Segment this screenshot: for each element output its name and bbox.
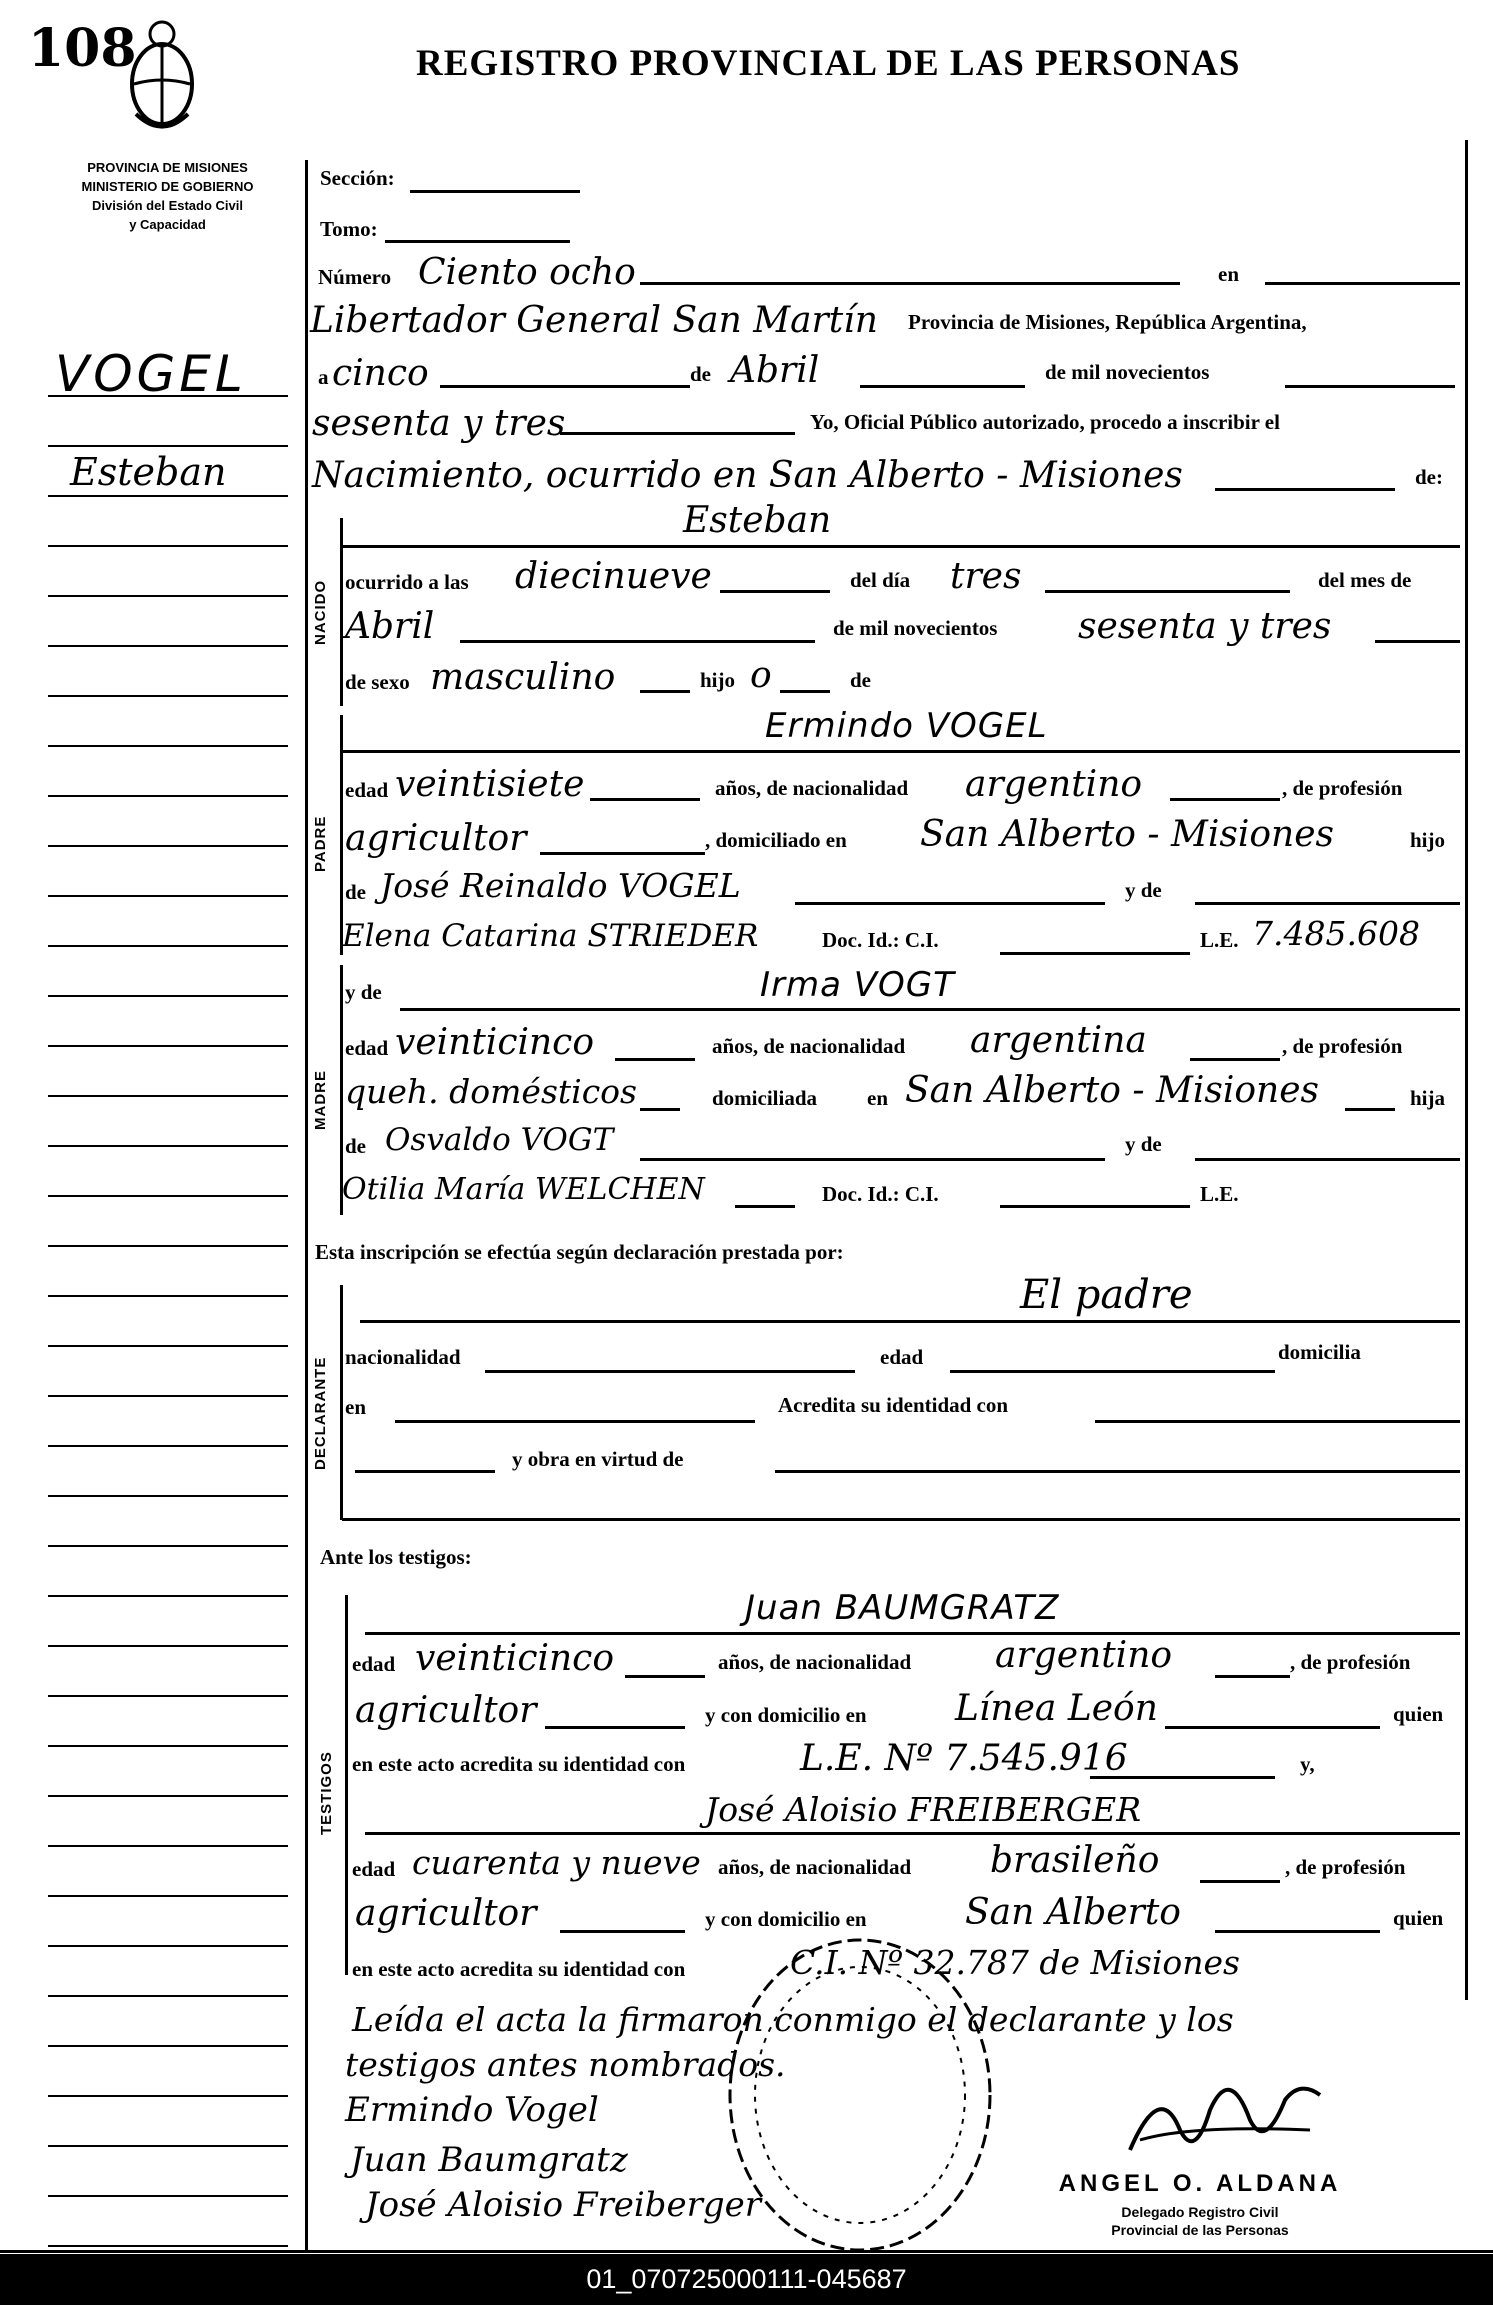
padre-le-label: L.E. — [1200, 928, 1239, 952]
signature-testigo2: José Aloisio Freiberger — [365, 2185, 761, 2225]
issuer-division: División del Estado Civil — [92, 198, 243, 213]
testigo2-nombre: José Aloisio FREIBERGER — [705, 1790, 1142, 1829]
t2-edad-label: edad — [352, 1857, 396, 1881]
padre-doc-line — [1000, 952, 1190, 955]
margin-ruled-line — [48, 2045, 288, 2047]
t1-nac-line — [1215, 1675, 1290, 1678]
en-label: en — [1218, 262, 1239, 286]
de-mil-label: de mil novecientos — [1045, 360, 1210, 384]
nacido-section-label: NACIDO — [312, 579, 329, 645]
padre-de-label: de — [345, 880, 366, 904]
inscripcion-label: Esta inscripción se efectúa según declaración prestada por: — [315, 1240, 844, 1264]
t2-edad-value: cuarenta y nueve — [412, 1843, 701, 1882]
de-sexo-label: de sexo — [345, 670, 410, 694]
form-left-border — [305, 160, 308, 2250]
padre-nac-value: argentino — [965, 764, 1143, 805]
signature-testigo1: Juan Baumgratz — [350, 2140, 628, 2180]
seccion-line — [410, 190, 580, 193]
ocurrido-label: ocurrido a las — [345, 570, 469, 594]
t1-prof-line — [545, 1726, 685, 1729]
official-seal — [720, 1930, 1000, 2265]
madre-prof-line — [640, 1108, 680, 1111]
margin-ruled-line — [48, 945, 288, 947]
signature-declarante: Ermindo Vogel — [345, 2090, 599, 2130]
de-hijo-label: de — [850, 668, 871, 692]
t1-edad-label: edad — [352, 1652, 396, 1676]
del-mes-label: del mes de — [1318, 568, 1412, 592]
officer-title: Delegado Registro Civil — [1121, 2204, 1279, 2220]
closing-line-2: testigos antes nombrados. — [345, 2045, 786, 2084]
obra-line — [775, 1470, 1460, 1473]
padre-doc-label: Doc. Id.: C.I. — [822, 928, 939, 952]
padre-padre-line — [795, 902, 1105, 905]
margin-ruled-line — [48, 845, 288, 847]
mes-line — [860, 385, 1025, 388]
madre-doc-line — [1000, 1205, 1190, 1208]
padre-yde-line — [1195, 902, 1460, 905]
lugar-value: Libertador General San Martín — [310, 300, 878, 341]
t1-y-label: y, — [1300, 1752, 1315, 1776]
t2-quien-label: quien — [1393, 1906, 1444, 1930]
t1-nac-label: años, de nacionalidad — [718, 1650, 912, 1674]
declarante-nac-line — [485, 1370, 855, 1373]
padre-edad-line — [590, 798, 700, 801]
del-dia-label: del día — [850, 568, 911, 592]
form-right-border — [1465, 140, 1468, 2000]
padre-prof-value: agricultor — [345, 818, 527, 859]
t2-prof-line — [560, 1930, 685, 1933]
declarante-name-line — [360, 1320, 1460, 1323]
bottom-border-line — [0, 2250, 1493, 2253]
padre-edad-label: edad — [345, 778, 389, 802]
margin-ruled-line — [48, 995, 288, 997]
sexo-value: masculino — [430, 657, 616, 698]
t1-edad-line — [625, 1675, 705, 1678]
t1-prof-value: agricultor — [355, 1690, 537, 1731]
mes-nac-value: Abril — [345, 606, 435, 647]
margin-ruled-line — [48, 1595, 288, 1597]
padre-edad-value: veintisiete — [395, 764, 585, 805]
declarante-en-line — [395, 1420, 755, 1423]
issuer-ministry: MINISTERIO DE GOBIERNO — [81, 179, 254, 194]
dia-line — [440, 385, 690, 388]
madre-le-label: L.E. — [1200, 1182, 1239, 1206]
tomo-label: Tomo: — [320, 217, 378, 241]
margin-ruled-line — [48, 1895, 288, 1897]
madre-dom-line — [1345, 1108, 1395, 1111]
padre-madre-value: Elena Catarina STRIEDER — [342, 918, 759, 954]
padre-nac-label: años, de nacionalidad — [715, 776, 909, 800]
margin-ruled-line — [48, 1645, 288, 1647]
padre-padre-value: José Reinaldo VOGEL — [380, 866, 741, 905]
de-mil-line — [1285, 385, 1455, 388]
madre-prof-label: , de profesión — [1282, 1034, 1403, 1058]
acredita-line — [1095, 1420, 1460, 1423]
t2-nac-value: brasileño — [990, 1840, 1160, 1881]
madre-doc-label: Doc. Id.: C.I. — [822, 1182, 939, 1206]
padre-dom-value: San Alberto - Misiones — [920, 814, 1335, 855]
madre-yde-label: y de — [1125, 1132, 1162, 1156]
officer-name: ANGEL O. ALDANA — [1058, 2170, 1342, 2197]
mes-nac-line — [460, 640, 815, 643]
margin-ruled-line — [48, 1195, 288, 1197]
hecho-line — [1215, 488, 1395, 491]
margin-ruled-line — [48, 445, 288, 447]
margin-ruled-line — [48, 2145, 288, 2147]
madre-padre-value: Osvaldo VOGT — [385, 1122, 614, 1158]
padre-name-line — [342, 750, 1460, 753]
yo-oficial-label: Yo, Oficial Público autorizado, procedo a inscribir el — [810, 410, 1280, 434]
t2-dom-label: y con domicilio en — [705, 1907, 867, 1931]
issuer-province: PROVINCIA DE MISIONES — [87, 160, 248, 175]
officer-stamp — [1030, 2170, 1370, 2238]
margin-ruled-line — [48, 2095, 288, 2097]
madre-nac-value: argentina — [970, 1020, 1147, 1061]
padre-section-label: PADRE — [312, 815, 329, 872]
margin-ruled-line — [48, 645, 288, 647]
madre-section-label: MADRE — [312, 1070, 329, 1130]
t1-quien-label: quien — [1393, 1702, 1444, 1726]
margin-ruled-line — [48, 1545, 288, 1547]
margin-ruled-line — [48, 895, 288, 897]
officer-institution: Provincial de las Personas — [1111, 2222, 1289, 2238]
margin-ruled-line — [48, 1395, 288, 1397]
t2-dom-line — [1215, 1930, 1380, 1933]
margin-ruled-line — [48, 1245, 288, 1247]
madre-madre-value: Otilia María WELCHEN — [342, 1172, 705, 1207]
dia-value: cinco — [332, 353, 429, 394]
testigos-section-label: TESTIGOS — [318, 1751, 335, 1835]
obra-pre-line — [355, 1470, 495, 1473]
madre-nac-label: años, de nacionalidad — [712, 1034, 906, 1058]
dia-nac-line — [1045, 590, 1290, 593]
t2-prof-value: agricultor — [355, 1893, 537, 1934]
hijo-suffix: o — [750, 655, 772, 696]
margin-ruled-line — [48, 1995, 288, 1997]
padre-prof-line — [540, 852, 705, 855]
hora-value: diecinueve — [515, 556, 712, 597]
de-label: de — [690, 362, 711, 386]
margin-ruled-line — [48, 1345, 288, 1347]
coat-of-arms-icon — [122, 14, 202, 149]
anio-nac-line — [1375, 640, 1460, 643]
t2-nac-line — [1200, 1880, 1280, 1883]
en-line — [1265, 282, 1460, 285]
madre-yde-top-label: y de — [345, 980, 382, 1004]
anio-line — [560, 432, 795, 435]
madre-dom-value: San Alberto - Misiones — [905, 1070, 1320, 1111]
hecho-value: Nacimiento, ocurrido en San Alberto - Misiones — [312, 455, 1183, 496]
padre-hijo-label: hijo — [1410, 828, 1446, 852]
ante-testigos-label: Ante los testigos: — [320, 1545, 472, 1569]
t1-doc-value: L.E. Nº 7.545.916 — [800, 1738, 1128, 1779]
margin-ruled-line — [48, 1745, 288, 1747]
t2-prof-label: , de profesión — [1285, 1855, 1406, 1879]
margin-ruled-line — [48, 1145, 288, 1147]
margin-ruled-line — [48, 1495, 288, 1497]
mes-value: Abril — [730, 350, 820, 391]
testigo2-name-line — [365, 1832, 1460, 1835]
margin-ruled-line — [48, 2195, 288, 2197]
sexo-line — [640, 690, 690, 693]
margin-ruled-line — [48, 495, 288, 497]
madre-nac-line — [1190, 1058, 1280, 1061]
padre-le-value: 7.485.608 — [1252, 914, 1420, 953]
declarante-value: El padre — [1020, 1272, 1193, 1318]
testigo1-nombre: Juan BAUMGRATZ — [745, 1588, 1060, 1628]
madre-edad-value: veinticinco — [395, 1022, 595, 1063]
hijo-line — [780, 690, 830, 693]
padre-nombre: Ermindo VOGEL — [765, 706, 1048, 746]
declarante-section-border — [340, 1285, 343, 1520]
t1-prof-label: , de profesión — [1290, 1650, 1411, 1674]
declarante-section-label: DECLARANTE — [312, 1356, 329, 1470]
nacido-nombre: Esteban — [683, 500, 832, 541]
provincia-label: Provincia de Misiones, República Argentina, — [908, 310, 1307, 334]
madre-de-label: de — [345, 1134, 366, 1158]
anio-value: sesenta y tres — [312, 403, 566, 444]
margin-ruled-line — [48, 595, 288, 597]
page-number: 108 — [28, 18, 137, 79]
padre-yde-label: y de — [1125, 878, 1162, 902]
madre-padre-line — [640, 1158, 1105, 1161]
margin-ruled-line — [48, 1445, 288, 1447]
seccion-label: Sección: — [320, 166, 395, 190]
a-label: a — [318, 365, 329, 389]
testigos-section-border — [345, 1595, 348, 1975]
t2-nac-label: años, de nacionalidad — [718, 1855, 912, 1879]
t2-acto-label: en este acto acredita su identidad con — [352, 1957, 686, 1981]
t2-dom-value: San Alberto — [965, 1892, 1181, 1933]
hora-line — [720, 590, 830, 593]
declarante-nac-label: nacionalidad — [345, 1345, 461, 1369]
obra-label: y obra en virtud de — [512, 1447, 684, 1471]
madre-hija-label: hija — [1410, 1086, 1446, 1110]
margin-ruled-line — [48, 795, 288, 797]
margin-ruled-line — [48, 1845, 288, 1847]
declarante-edad-label: edad — [880, 1345, 924, 1369]
testigo1-name-line — [365, 1632, 1460, 1635]
margin-ruled-line — [48, 545, 288, 547]
margin-ruled-line — [48, 2245, 288, 2247]
de-mil-nov-label: de mil novecientos — [833, 616, 998, 640]
margin-ruled-line — [48, 1295, 288, 1297]
declarante-edad-line — [950, 1370, 1275, 1373]
margin-ruled-line — [48, 1695, 288, 1697]
t1-dom-value: Línea León — [955, 1688, 1158, 1729]
margin-ruled-line — [48, 745, 288, 747]
closing-line-1: Leída el acta la firmaron conmigo el declarante y los — [352, 2000, 1234, 2039]
madre-edad-line — [615, 1058, 695, 1061]
margin-ruled-line — [48, 1045, 288, 1047]
declarante-dom-label: domicilia — [1278, 1340, 1361, 1364]
margin-given-name: Esteban — [70, 450, 227, 494]
numero-label: Número — [318, 265, 392, 289]
madre-nombre: Irma VOGT — [760, 965, 955, 1005]
t1-doc-line — [1090, 1776, 1275, 1779]
document-id-footer: 01_070725000111-045687 — [0, 2254, 1493, 2305]
margin-ruled-line — [48, 1945, 288, 1947]
madre-prof-value: queh. domésticos — [345, 1072, 637, 1111]
acredita-label: Acredita su identidad con — [778, 1393, 1009, 1417]
t1-dom-line — [1165, 1726, 1380, 1729]
de-colon-label: de: — [1415, 465, 1443, 489]
madre-madre-line — [735, 1205, 795, 1208]
dia-nac-value: tres — [950, 556, 1022, 597]
t1-nac-value: argentino — [995, 1635, 1173, 1676]
margin-ruled-line — [48, 1095, 288, 1097]
officer-signature — [1120, 2070, 1330, 2175]
hijo-label: hijo — [700, 668, 736, 692]
t1-acto-label: en este acto acredita su identidad con — [352, 1752, 686, 1776]
madre-dom-label: domiciliada — [712, 1086, 818, 1110]
madre-edad-label: edad — [345, 1036, 389, 1060]
issuer-capacity: y Capacidad — [129, 217, 206, 232]
padre-dom-label: , domiciliado en — [705, 828, 847, 852]
tomo-line — [385, 240, 570, 243]
declarante-en-label: en — [345, 1395, 366, 1419]
margin-surname: VOGEL — [55, 345, 247, 403]
numero-value: Ciento ocho — [418, 252, 636, 293]
t2-doc-value: C.I. Nº 32.787 de Misiones — [790, 1943, 1240, 1982]
declarante-bottom-line — [342, 1518, 1460, 1521]
t1-edad-value: veinticinco — [415, 1638, 615, 1679]
margin-ruled-line — [48, 695, 288, 697]
document-title: REGISTRO PROVINCIAL DE LAS PERSONAS — [416, 43, 1241, 84]
madre-en-label: en — [867, 1086, 888, 1110]
anio-nac-value: sesenta y tres — [1078, 606, 1332, 647]
madre-name-line — [400, 1008, 1460, 1011]
margin-ruled-line — [48, 1795, 288, 1797]
nacido-name-line — [342, 545, 1460, 548]
padre-prof-label: , de profesión — [1282, 776, 1403, 800]
padre-nac-line — [1170, 798, 1280, 801]
numero-line — [640, 282, 1180, 285]
t1-dom-label: y con domicilio en — [705, 1703, 867, 1727]
issuer-block — [45, 158, 290, 234]
madre-yde-line — [1195, 1158, 1460, 1161]
